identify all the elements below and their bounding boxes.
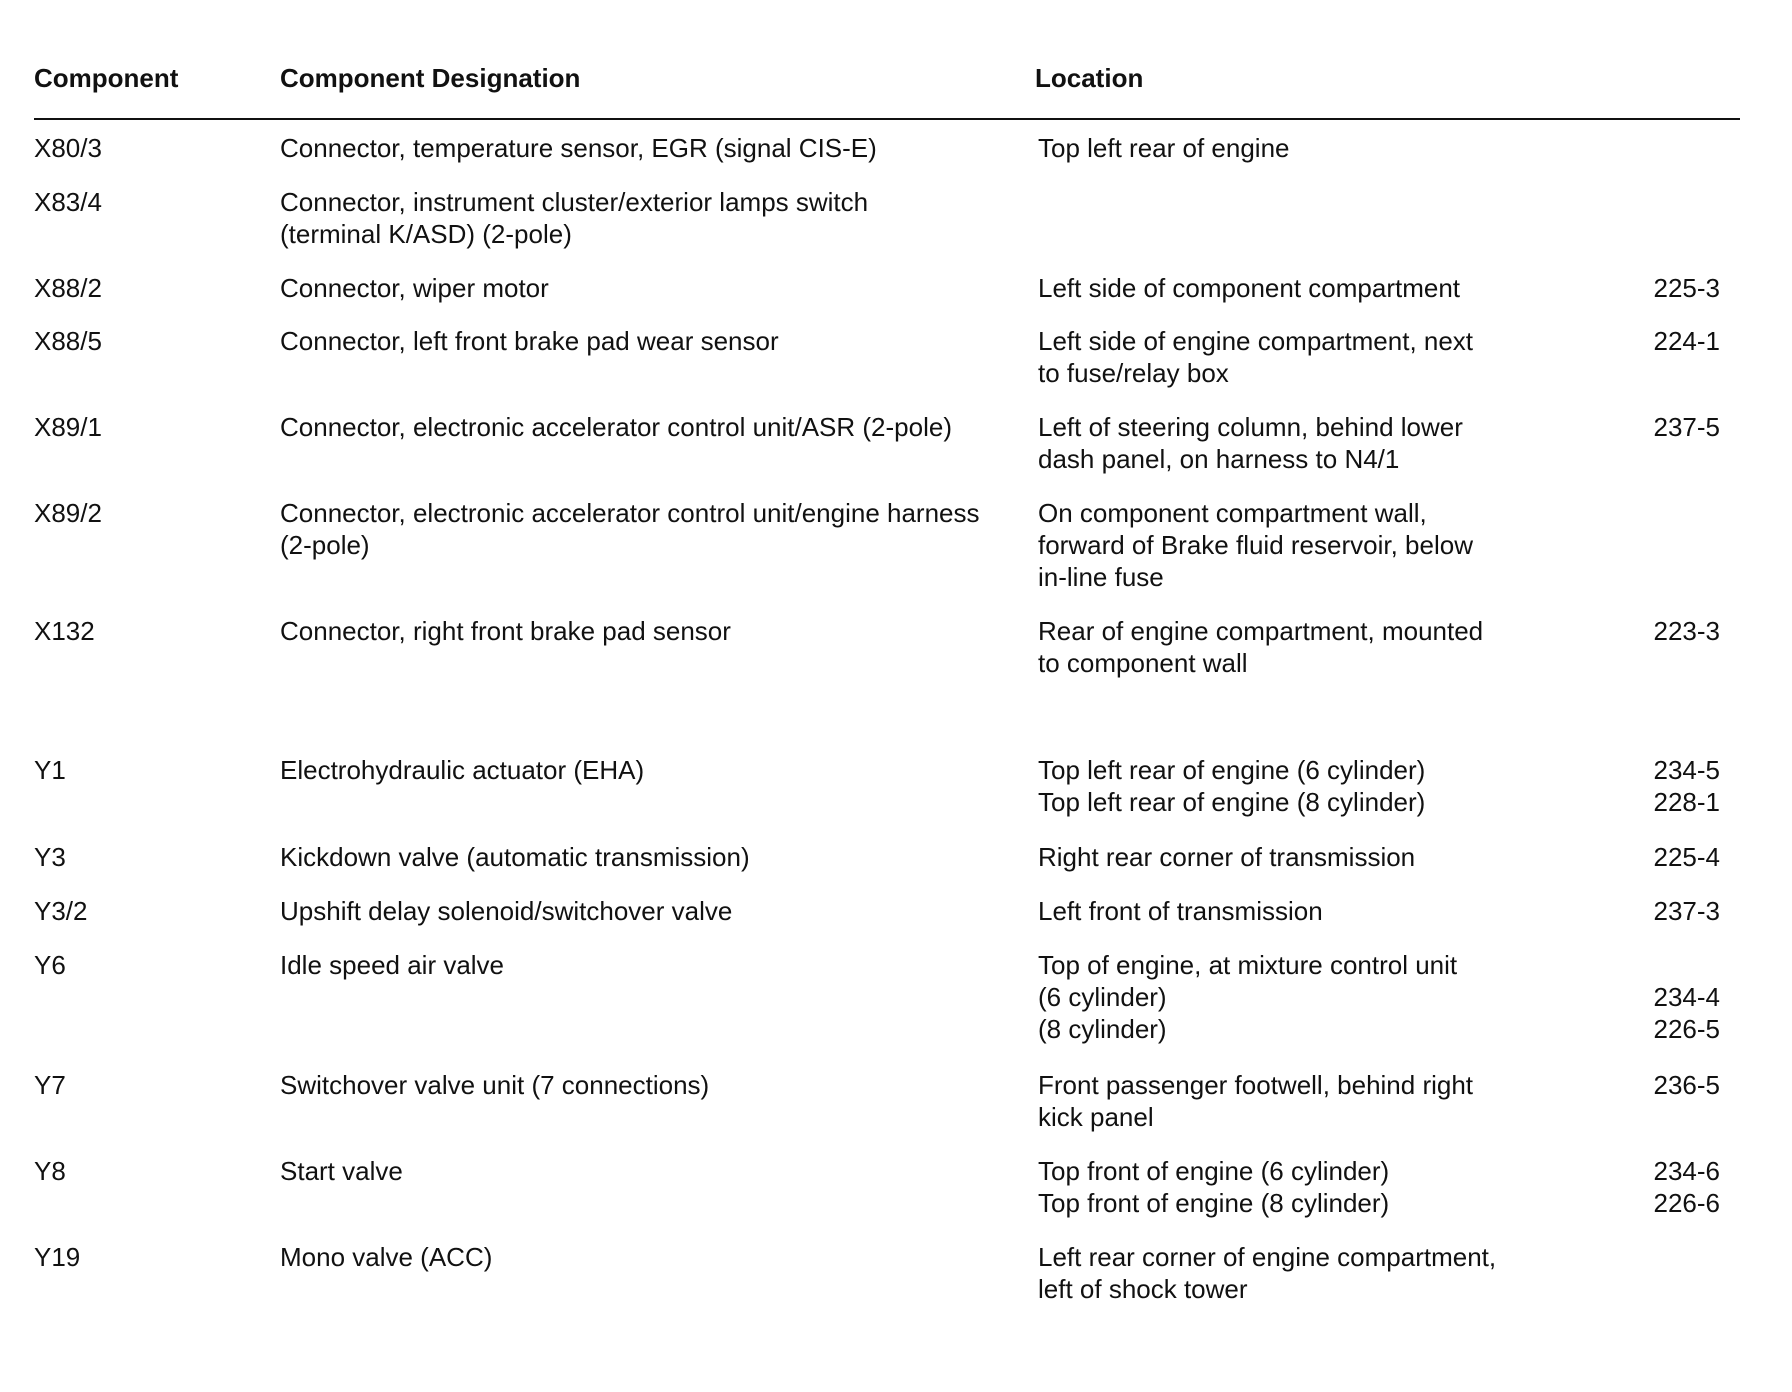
component-code: Y19 — [34, 1242, 81, 1272]
component-designation — [280, 1241, 1020, 1273]
component-location-line: kick panel — [1038, 1102, 1154, 1132]
page-reference — [1640, 949, 1720, 1045]
component-designation — [280, 1155, 1020, 1187]
component-designation-line: Switchover valve unit (7 connections) — [280, 1070, 710, 1100]
component-designation-line: Connector, wiper motor — [280, 273, 549, 303]
component-location — [1038, 132, 1558, 164]
component-location-line: in-line fuse — [1038, 562, 1164, 592]
page-reference — [1640, 754, 1720, 818]
component-designation — [280, 411, 1020, 443]
component-designation — [280, 895, 1020, 927]
component-designation — [280, 132, 1020, 164]
component-code: X88/5 — [34, 326, 102, 356]
component-location-line: to component wall — [1038, 648, 1248, 678]
component-location-line: Left front of transmission — [1038, 896, 1323, 926]
page-reference-line: 224-1 — [1653, 326, 1720, 356]
page-reference — [1640, 272, 1720, 304]
component-location-line: (6 cylinder) — [1038, 982, 1167, 1012]
component-designation-line: Kickdown valve (automatic transmission) — [280, 842, 750, 872]
component-location — [1038, 272, 1558, 304]
page-reference-line: 226-5 — [1653, 1014, 1720, 1044]
component-designation-line: Connector, left front brake pad wear sensor — [280, 326, 779, 356]
component-location — [1038, 754, 1558, 818]
page-reference-line: 236-5 — [1653, 1070, 1720, 1100]
component-code: X89/2 — [34, 498, 102, 528]
component-code: Y3 — [34, 842, 66, 872]
component-location-line: Left rear corner of engine compartment, — [1038, 1242, 1497, 1272]
page-reference — [1640, 1155, 1720, 1219]
page-reference-line: 234-4 — [1653, 982, 1720, 1012]
page-reference — [1640, 1069, 1720, 1101]
component-designation — [280, 497, 1020, 561]
component-location-line: (8 cylinder) — [1038, 1014, 1167, 1044]
page-reference-line: 225-4 — [1653, 842, 1720, 872]
component-location-line: Left of steering column, behind lower — [1038, 412, 1463, 442]
component-code: X132 — [34, 616, 95, 646]
component-designation — [280, 841, 1020, 873]
page-reference-line: 223-3 — [1653, 616, 1720, 646]
component-designation-line: Connector, right front brake pad sensor — [280, 616, 731, 646]
component-designation — [280, 949, 1020, 981]
component-location — [1038, 615, 1558, 679]
page-reference-line: 234-5 — [1653, 755, 1720, 785]
component-code: X89/1 — [34, 412, 102, 442]
component-designation-line: (2-pole) — [280, 530, 370, 560]
component-location-line: left of shock tower — [1038, 1274, 1248, 1304]
page-reference — [1640, 841, 1720, 873]
component-designation-line: Start valve — [280, 1156, 403, 1186]
component-location — [1038, 497, 1558, 593]
component-location — [1038, 949, 1558, 1045]
component-location-line: Rear of engine compartment, mounted — [1038, 616, 1484, 646]
component-location-line: Top of engine, at mixture control unit — [1038, 950, 1458, 980]
component-designation — [280, 615, 1020, 647]
header-designation: Component Designation — [280, 63, 581, 93]
component-code: X88/2 — [34, 273, 102, 303]
page-reference-line: 234-6 — [1653, 1156, 1720, 1186]
component-designation-line: Idle speed air valve — [280, 950, 505, 980]
page-reference-line: 228-1 — [1653, 787, 1720, 817]
component-designation — [280, 754, 1020, 786]
component-designation-line: (terminal K/ASD) (2-pole) — [280, 219, 572, 249]
component-location-line: Left side of component compartment — [1038, 273, 1461, 303]
page-reference-line: 237-5 — [1653, 412, 1720, 442]
component-location-line: forward of Brake fluid reservoir, below — [1038, 530, 1473, 560]
component-code: Y7 — [34, 1070, 66, 1100]
component-designation-line: Electrohydraulic actuator (EHA) — [280, 755, 645, 785]
component-designation — [280, 272, 1020, 304]
page-reference — [1640, 411, 1720, 443]
component-location — [1038, 895, 1558, 927]
page-reference-line: 226-6 — [1653, 1188, 1720, 1218]
component-code: Y3/2 — [34, 896, 88, 926]
component-location-line: Top left rear of engine — [1038, 133, 1290, 163]
component-code: Y1 — [34, 755, 66, 785]
page-reference-line: 237-3 — [1653, 896, 1720, 926]
component-location — [1038, 1155, 1558, 1219]
component-location-line: dash panel, on harness to N4/1 — [1038, 444, 1400, 474]
component-location — [1038, 325, 1558, 389]
component-designation-line: Connector, instrument cluster/exterior lamps switch — [280, 187, 869, 217]
component-code: X80/3 — [34, 133, 102, 163]
component-location-line: Front passenger footwell, behind right — [1038, 1070, 1474, 1100]
component-location-line: Left side of engine compartment, next — [1038, 326, 1474, 356]
component-location-line: Top front of engine (6 cylinder) — [1038, 1156, 1390, 1186]
page-reference — [1640, 615, 1720, 647]
header-location: Location — [1035, 63, 1144, 93]
component-location-line: to fuse/relay box — [1038, 358, 1229, 388]
component-code: X83/4 — [34, 187, 102, 217]
page-reference — [1640, 895, 1720, 927]
component-location-line: Top left rear of engine (8 cylinder) — [1038, 787, 1426, 817]
component-designation-line: Connector, electronic accelerator control unit/engine harness — [280, 498, 980, 528]
component-designation-line: Connector, electronic accelerator control unit/ASR (2-pole) — [280, 412, 952, 442]
page-reference — [1640, 325, 1720, 357]
component-designation — [280, 1069, 1020, 1101]
component-designation-line: Mono valve (ACC) — [280, 1242, 493, 1272]
component-location — [1038, 411, 1558, 475]
component-location-line: Top front of engine (8 cylinder) — [1038, 1188, 1390, 1218]
component-designation — [280, 325, 1020, 357]
component-code: Y8 — [34, 1156, 66, 1186]
component-location-line: Top left rear of engine (6 cylinder) — [1038, 755, 1426, 785]
page-reference-line: 225-3 — [1653, 273, 1720, 303]
component-location — [1038, 1241, 1558, 1305]
page-reference-line — [1640, 949, 1720, 981]
header-component: Component — [34, 63, 179, 93]
component-designation-line: Upshift delay solenoid/switchover valve — [280, 896, 733, 926]
component-code: Y6 — [34, 950, 66, 980]
component-designation — [280, 186, 1020, 250]
component-location — [1038, 1069, 1558, 1133]
component-location — [1038, 841, 1558, 873]
component-designation-line: Connector, temperature sensor, EGR (signal CIS-E) — [280, 133, 877, 163]
component-location-line: On component compartment wall, — [1038, 498, 1427, 528]
component-location-line: Right rear corner of transmission — [1038, 842, 1416, 872]
